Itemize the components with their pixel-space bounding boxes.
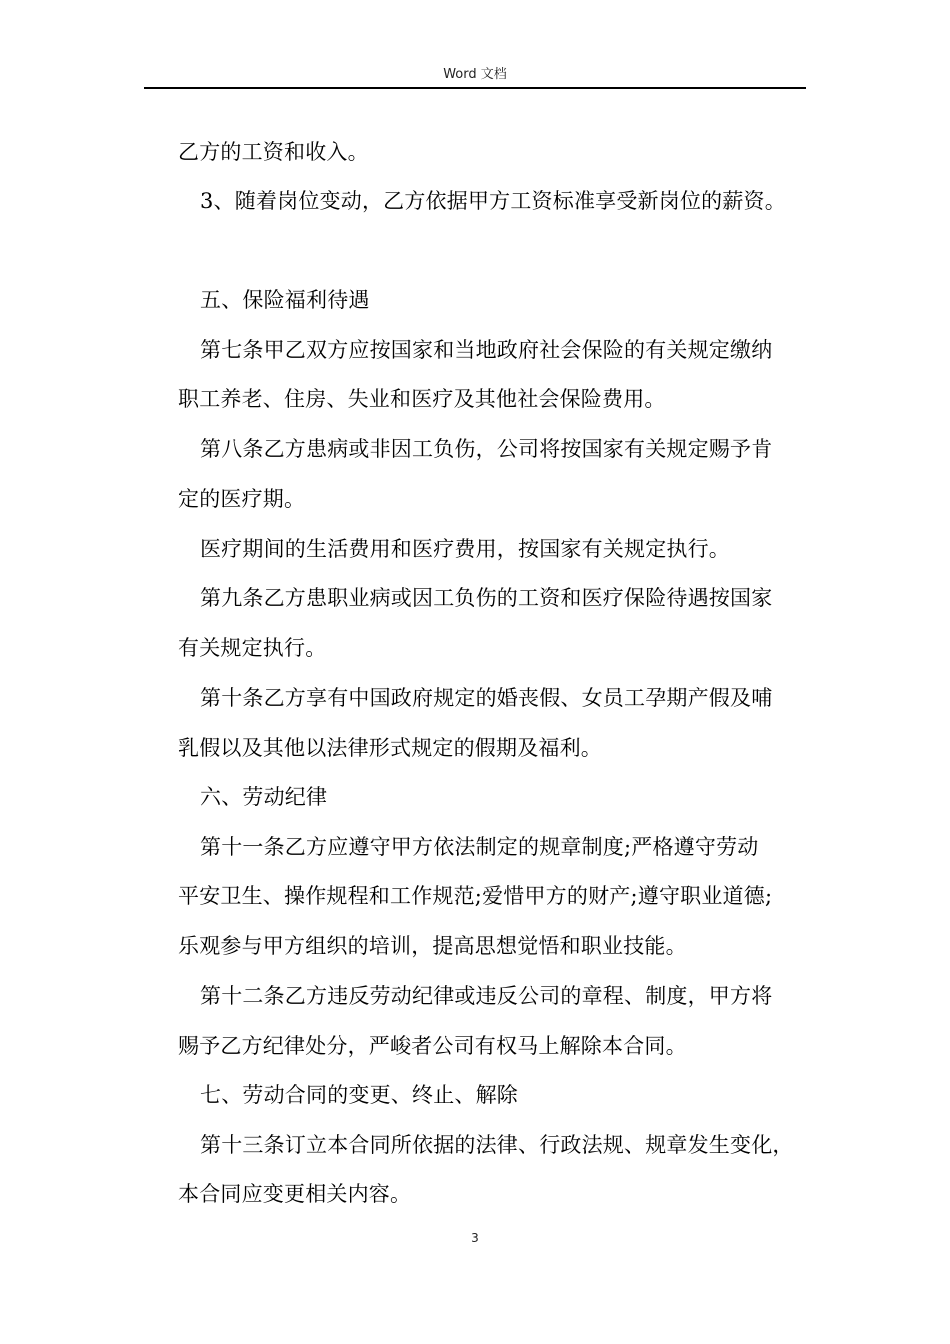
paragraph-line: 职工养老、住房、失业和医疗及其他社会保险费用。 (178, 387, 666, 411)
paragraph-line: 乐观参与甲方组织的培训，提高思想觉悟和职业技能。 (178, 934, 687, 958)
paragraph-line: 定的医疗期。 (178, 487, 306, 511)
paragraph-line: 第九条乙方患职业病或因工负伤的工资和医疗保险待遇按国家 (200, 586, 773, 610)
page-number: 3 (471, 1231, 479, 1245)
paragraph-line: 第十二条乙方违反劳动纪律或违反公司的章程、制度，甲方将 (200, 984, 773, 1008)
paragraph-line: 第十一条乙方应遵守甲方依法制定的规章制度;严格遵守劳动 (200, 835, 759, 859)
paragraph-line: 乙方的工资和收入。 (178, 140, 369, 164)
paragraph-line: 第七条甲乙双方应按国家和当地政府社会保险的有关规定缴纳 (200, 338, 773, 362)
paragraph-line: 本合同应变更相关内容。 (178, 1182, 412, 1206)
paragraph-line: 第十条乙方享有中国政府规定的婚丧假、女员工孕期产假及哺 (200, 686, 773, 710)
paragraph-line: 医疗期间的生活费用和医疗费用，按国家有关规定执行。 (200, 537, 730, 561)
paragraph-line: 有关规定执行。 (178, 636, 327, 660)
header-divider (144, 87, 806, 89)
paragraph-line: 第十三条订立本合同所依据的法律、行政法规、规章发生变化， (200, 1133, 794, 1157)
paragraph-line: 平安卫生、操作规程和工作规范;爱惜甲方的财产;遵守职业道德; (178, 884, 773, 908)
paragraph-line: 乳假以及其他以法律形式规定的假期及福利。 (178, 736, 602, 760)
paragraph-line: 3、随着岗位变动，乙方依据甲方工资标准享受新岗位的薪资。 (200, 189, 786, 213)
section-heading: 五、保险福利待遇 (200, 288, 370, 312)
paragraph-line: 赐予乙方纪律处分，严峻者公司有权马上解除本合同。 (178, 1034, 687, 1058)
page-header: Word 文档 (443, 67, 507, 82)
section-heading: 六、劳动纪律 (200, 785, 328, 809)
paragraph-line: 第八条乙方患病或非因工负伤，公司将按国家有关规定赐予肯 (200, 437, 773, 461)
section-heading: 七、劳动合同的变更、终止、解除 (200, 1083, 518, 1107)
